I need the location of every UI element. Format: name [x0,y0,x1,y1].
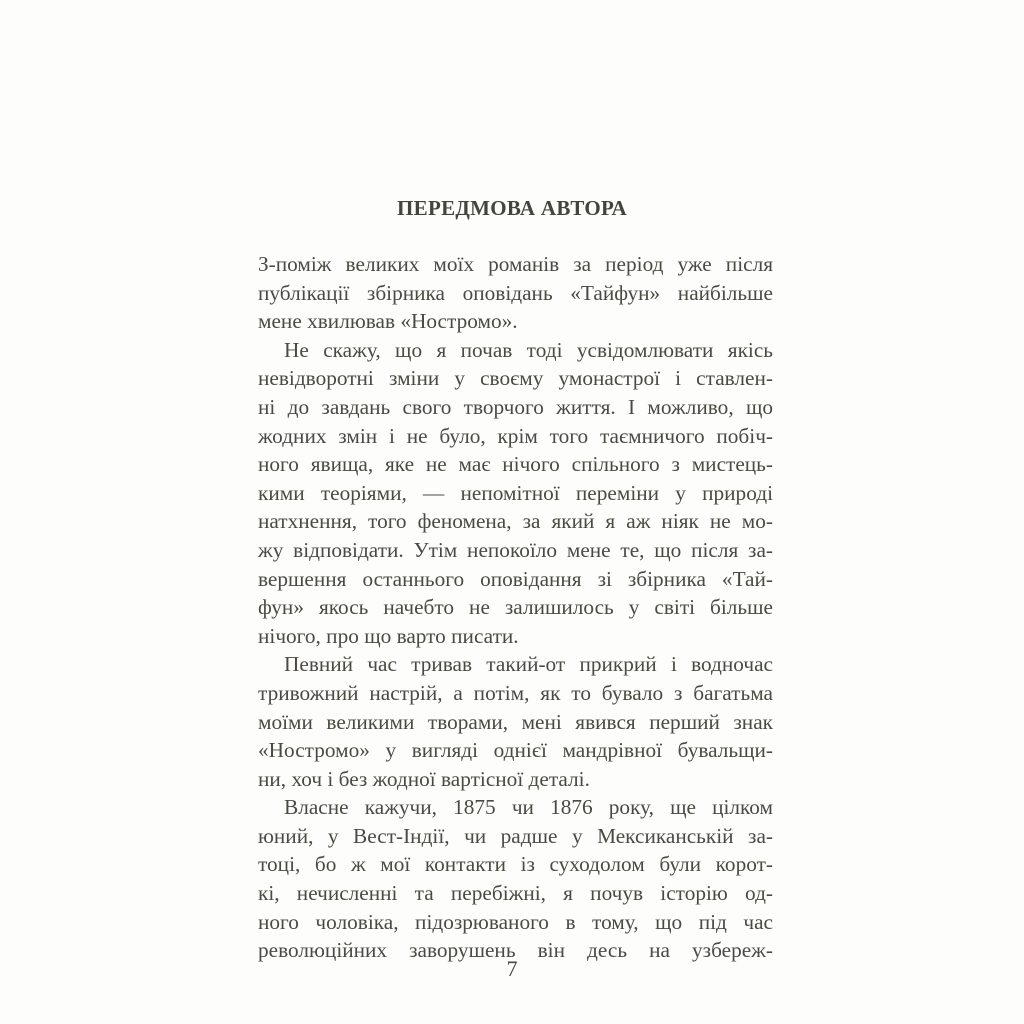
text-line: кими теоріями, — непомітної переміни у природі [258,480,773,505]
text-line: Не скажу, що я почав тоді усвідомлювати якісь [284,337,773,362]
text-line: публікації збірника оповідань «Тайфун» найбільше [258,280,773,305]
text-line: «Ностромо» у вигляді однієї мандрівної бувальщи- [258,738,773,763]
page-title: ПЕРЕДМОВА АВТОРА [397,196,627,220]
text-line: кі, нечисленні та перебіжні, я почув історію од- [258,881,773,906]
text-line: моїми великими творами, мені явився перший знак [258,709,773,734]
text-line: вершення останнього оповідання зі збірника «Тай- [258,566,773,591]
text-line: ні до завдань свого творчого життя. І можливо, що [258,394,773,419]
text-line: невідворотні зміни у своєму умонастрої і ставлен- [258,366,773,391]
text-line: тоці, бо ж мої контакти із суходолом були корот- [258,852,773,877]
body-text [258,250,773,965]
text-line: тривожний настрій, а потім, як то бувало з багатьма [258,680,773,705]
text-line: натхнення, того феномена, за який я аж ніяк не мо- [258,509,773,534]
text-line: жодних змін і не було, крім того таємничого побіч- [258,423,773,448]
text-line: Власне кажучи, 1875 чи 1876 року, ще цілком [284,795,773,820]
text-line: Певний час тривав такий-от прикрий і водночас [284,652,773,677]
text-line: революційних заворушень він десь на узбереж- [258,938,773,963]
text-line: фун» якось начебто не залишилось у світі більше [258,595,773,620]
text-line: ного явища, яке не має нічого спільного з мистець- [258,452,773,477]
text-line: ни, хоч і без жодної вартісної деталі. [258,766,590,791]
text-line: нічого, про що варто писати. [258,623,519,648]
text-line: мене хвилював «Ностромо». [258,309,518,334]
page-number: 7 [506,956,518,981]
text-line: юний, у Вест-Індії, чи радше у Мексиканській за- [258,823,773,848]
text-line: З-поміж великих моїх романів за період уже після [258,252,773,276]
text-line: жу відповідати. Утім непокоїло мене те, що після за- [258,537,773,562]
text-line: ного чоловіка, підозрюваного в тому, що під час [258,909,773,934]
